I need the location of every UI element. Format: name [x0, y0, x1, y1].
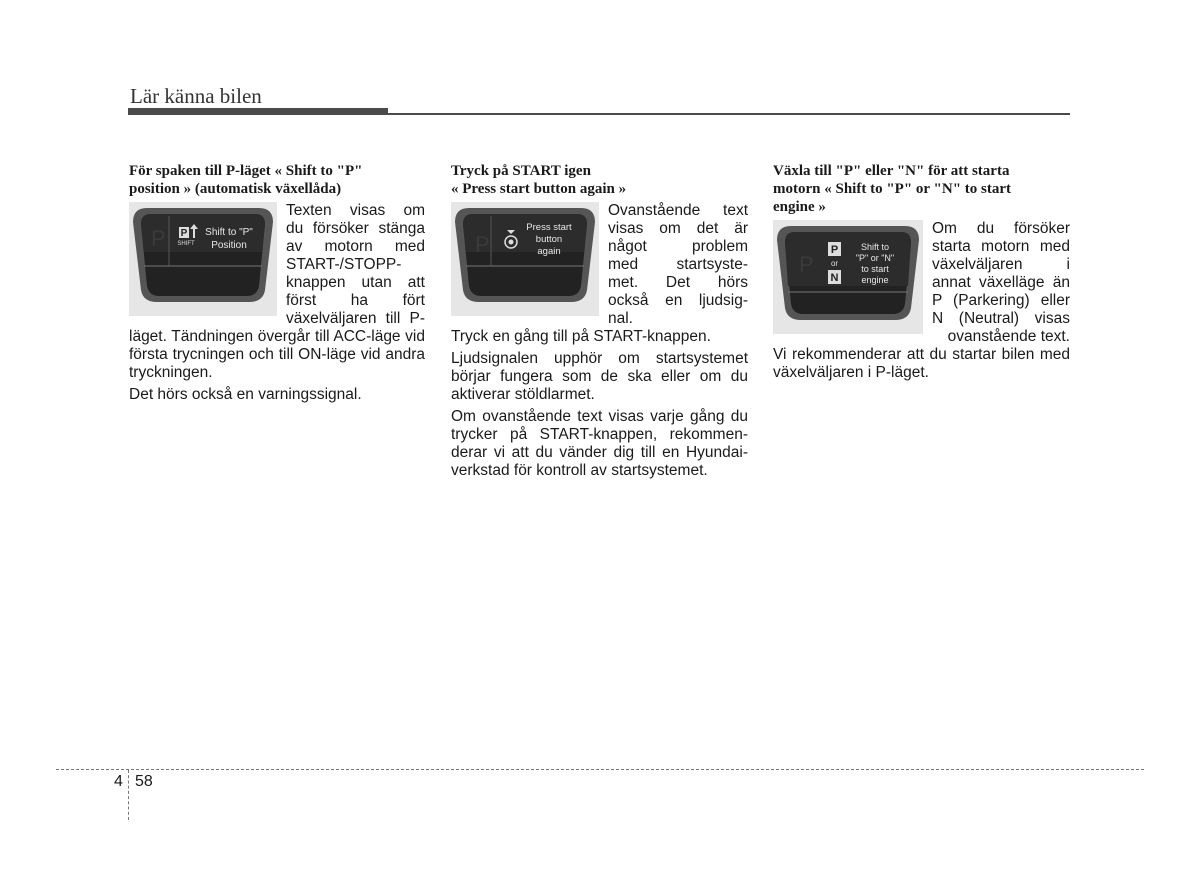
header-rule-thin	[388, 113, 1070, 115]
badge-or: or	[830, 259, 839, 268]
page-header-title: Lär känna bilen	[130, 84, 262, 108]
body-paragraph: läget. Tändningen övergår till ACC-läge vid första trycningen och till ON-läge vid andra tryckningen.	[129, 328, 425, 381]
wrap-text: Om du försöker starta motorn med växelväljaren i annat växelläge än P (Parkering) eller N (Neutral) visas ovanstående text.	[932, 220, 1070, 345]
body-paragraph: Ljudsignalen upphör om startsystemet börjar fungera som de ska eller om du aktiverar stöldlarmet.	[451, 350, 748, 403]
figure-line-1: Press start	[526, 222, 572, 233]
section-shift-to-p	[129, 162, 425, 408]
footer-rule	[56, 769, 1144, 770]
cluster-display-figure	[773, 220, 923, 334]
svg-text:P: P	[475, 232, 490, 257]
figure-line-3: again	[537, 246, 561, 257]
body-paragraph: Tryck en gång till på START-knappen.	[451, 328, 711, 345]
wrap-text: Texten visas om du försöker stänga av motorn med START-/STOPP- knappen utan att först ha fört växelväljaren till P-	[286, 202, 425, 327]
section-heading: För spaken till P-läget « Shift to "P" position » (automatisk växellåda)	[129, 163, 363, 197]
figure-line-3: to start	[861, 264, 889, 274]
figure-line-1: Shift to "P"	[205, 227, 253, 238]
figure-line-2: button	[535, 234, 563, 245]
section-press-start-again	[451, 162, 748, 484]
page-number: 58	[135, 773, 153, 790]
footer-divider	[128, 770, 129, 820]
svg-text:P: P	[151, 226, 166, 251]
badge-p: P	[180, 228, 188, 239]
section-heading: Växla till "P" eller "N" för att starta motorn « Shift to "P" or "N" to start engine »	[773, 163, 1012, 215]
section-shift-p-or-n	[773, 162, 1070, 386]
section-heading: Tryck på START igen « Press start button again »	[451, 163, 627, 197]
figure-line-1: Shift to	[860, 242, 890, 252]
cluster-display-figure	[451, 202, 599, 316]
badge-n: N	[830, 272, 839, 284]
wrap-text: Ovanstående text visas om det är något problem med startsyste- met. Det hörs också en ljudsig- nal.	[608, 202, 748, 327]
figure-line-2: Position	[211, 240, 247, 251]
header-rule-thick	[128, 108, 388, 115]
cluster-display-figure	[129, 202, 277, 316]
figure-line-2: "P" or "N"	[855, 253, 895, 263]
body-paragraph: Det hörs också en varningssignal.	[129, 386, 362, 403]
chapter-number: 4	[114, 773, 123, 790]
badge-p: P	[830, 244, 839, 256]
badge-shift: SHIFT	[177, 241, 195, 247]
figure-line-4: engine	[861, 275, 889, 285]
body-paragraph: Om ovanstående text visas varje gång du trycker på START-knappen, rekommen-derar vi att du vänder dig till en Hyundai-verkstad för kontroll av startsystemet.	[451, 408, 748, 479]
body-paragraph: Vi rekommenderar att du startar bilen med växelväljaren i P-läget.	[773, 346, 1070, 381]
svg-text:P: P	[799, 252, 814, 277]
